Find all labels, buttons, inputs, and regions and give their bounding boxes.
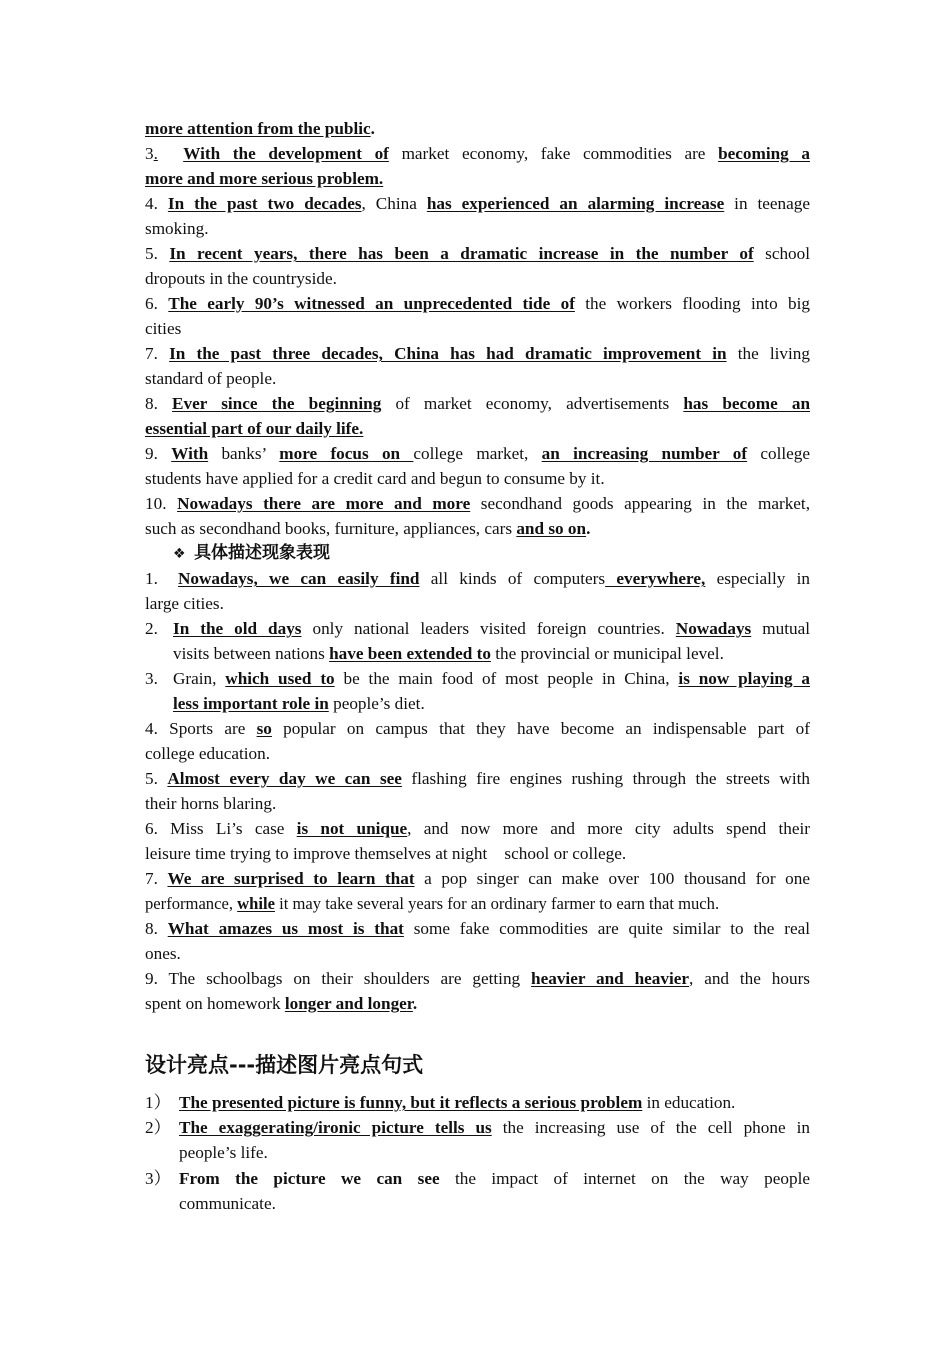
text-line: smoking. [145,219,209,238]
list-number: 3） [145,1169,171,1188]
text-line: communicate. [179,1194,276,1213]
text-line: students have applied for a credit card and begun to consume by it. [145,469,605,488]
text-line: ones. [145,944,181,963]
list-number: 1. [145,569,158,588]
text-line: 4. Sports are so popular on campus that they have become an indispensable part of [145,719,811,738]
text-line: college education. [145,744,271,763]
text-line: 10. Nowadays there are more and more secondhand goods appearing in the market, [145,494,811,513]
text-line: In the old days only national leaders visited foreign countries. Nowadays mutual [173,619,810,638]
text-line: 8. Ever since the beginning of market economy, advertisements has become an [145,394,811,413]
text-line: standard of people. [145,369,277,388]
text-line: spent on homework longer and longer. [145,994,418,1013]
text-line: essential part of our daily life. [145,419,364,438]
text-line: Nowadays, we can easily find all kinds of computers everywhere, especially in [178,569,810,588]
list-number: 2. [145,619,158,638]
list-number: 2） [145,1118,171,1137]
text-line: 5. In recent years, there has been a dramatic increase in the number of school [145,244,811,263]
section-subheading: ❖ 具体描述现象表现 [173,543,331,563]
text-line: 9. With banks’ more focus on college market, an increasing number of college [145,444,811,463]
text-line: large cities. [145,594,224,613]
text-line: 9. The schoolbags on their shoulders are getting heavier and heavier, and the hours [145,969,810,988]
diamond-bullet-icon: ❖ [173,546,186,562]
text-line: 3. With the development of market economy, fake commodities are becoming a [145,144,810,163]
text-line: 7. We are surprised to learn that a pop singer can make over 100 thousand for one [145,869,810,888]
section-heading: 设计亮点---描述图片亮点句式 [145,1053,424,1077]
text-line: The exaggerating/ironic picture tells us the increasing use of the cell phone in [179,1118,810,1137]
text-line: Grain, which used to be the main food of most people in China, is now playing a [173,669,811,688]
text-line: less important role in people’s diet. [173,694,425,713]
text-line: 6. The early 90’s witnessed an unprecedented tide of the workers flooding into big [145,294,810,313]
text-line: 6. Miss Li’s case is not unique, and now more and more city adults spend their [145,819,811,838]
text-line: 8. What amazes us most is that some fake commodities are quite similar to the real [145,919,810,938]
text-line: The presented picture is funny, but it reflects a serious problem in education. [179,1093,736,1112]
text-line: more and more serious problem. [145,169,384,188]
list-number: 1） [145,1093,171,1112]
text-line: performance, while it may take several years for an ordinary farmer to earn that much. [145,894,720,913]
text-line: 4. In the past two decades, China has experienced an alarming increase in teenage [145,194,810,213]
text-line: visits between nations have been extended to the provincial or municipal level. [173,644,724,663]
text-line: 7. In the past three decades, China has had dramatic improvement in the living [145,344,810,363]
list-number: 3. [145,669,158,688]
text-line: their horns blaring. [145,794,277,813]
text-line: dropouts in the countryside. [145,269,337,288]
text-line: people’s life. [179,1143,268,1162]
text-line: cities [145,319,182,338]
text-line: From the picture we can see the impact of internet on the way people [179,1169,810,1188]
text-line: more attention from the public. [145,119,375,138]
text-line: leisure time trying to improve themselves at night school or college. [145,844,627,863]
text-line: such as secondhand books, furniture, appliances, cars and so on. [145,519,591,538]
text-line: 5. Almost every day we can see flashing fire engines rushing through the streets with [145,769,810,788]
